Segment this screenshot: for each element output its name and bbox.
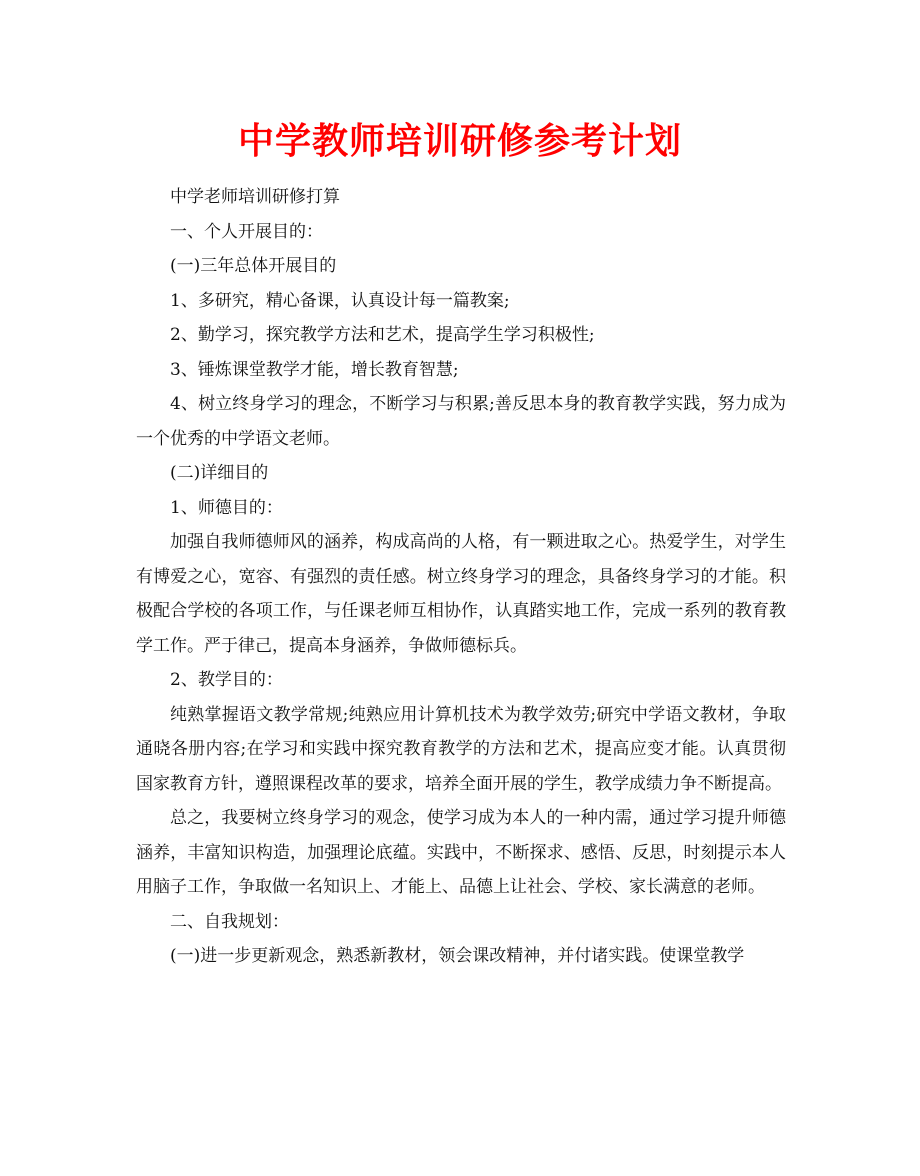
- paragraph: (二)详细目的: [170, 463, 269, 483]
- paragraph: 3、锤炼课堂教学才能，增长教育智慧;: [170, 359, 459, 380]
- paragraph: 2、勤学习，探究教学方法和艺术，提高学生学习积极性;: [170, 325, 595, 345]
- document-body: [136, 180, 786, 974]
- paragraph: 纯熟掌握语文教学常规;纯熟应用计算机技术为教学效劳;研究中学语文教材，争取通晓各册内容;在学习和实践中探究教育教学的方法和艺术，提高应变才能。认真贯彻国家教育方针，遵照课程改革的要求，培养全面开展的学生，教学成绩力争不断提高。: [136, 704, 786, 794]
- paragraph: 2、教学目的：: [170, 670, 283, 690]
- paragraph: 1、多研究，精心备课，认真设计每一篇教案;: [170, 290, 510, 311]
- paragraph: 总之，我要树立终身学习的观念，使学习成为本人的一种内需，通过学习提升师德涵养，丰富知识构造，加强理论底蕴。实践中，不断探求、感悟、反思，时刻提示本人用脑子工作，争取做一名知识上、才能上、品德上让社会、学校、家长满意的老师。: [136, 808, 786, 897]
- paragraph: 加强自我师德师风的涵养，构成高尚的人格，有一颗进取之心。热爱学生，对学生有博爱之心，宽容、有强烈的责任感。树立终身学习的理念，具备终身学习的才能。积极配合学校的各项工作，与任课老师互相协作，认真踏实地工作，完成一系列的教育教学工作。严于律己，提高本身涵养，争做师德标兵。: [136, 532, 786, 656]
- paragraph: (一)三年总体开展目的: [170, 256, 337, 276]
- paragraph: 一、个人开展目的：: [170, 221, 323, 242]
- document-title: 中学教师培训研修参考计划: [237, 121, 682, 162]
- paragraph: 4、树立终身学习的理念，不断学习与积累;善反思本身的教育教学实践，努力成为一个优秀的中学语文老师。: [136, 394, 786, 449]
- paragraph: 1、师德目的：: [170, 497, 283, 518]
- paragraph: 中学老师培训研修打算: [170, 187, 340, 207]
- paragraph: 二、自我规划：: [170, 911, 289, 932]
- paragraph: (一)进一步更新观念，熟悉新教材，领会课改精神，并付诸实践。使课堂教学: [170, 946, 745, 966]
